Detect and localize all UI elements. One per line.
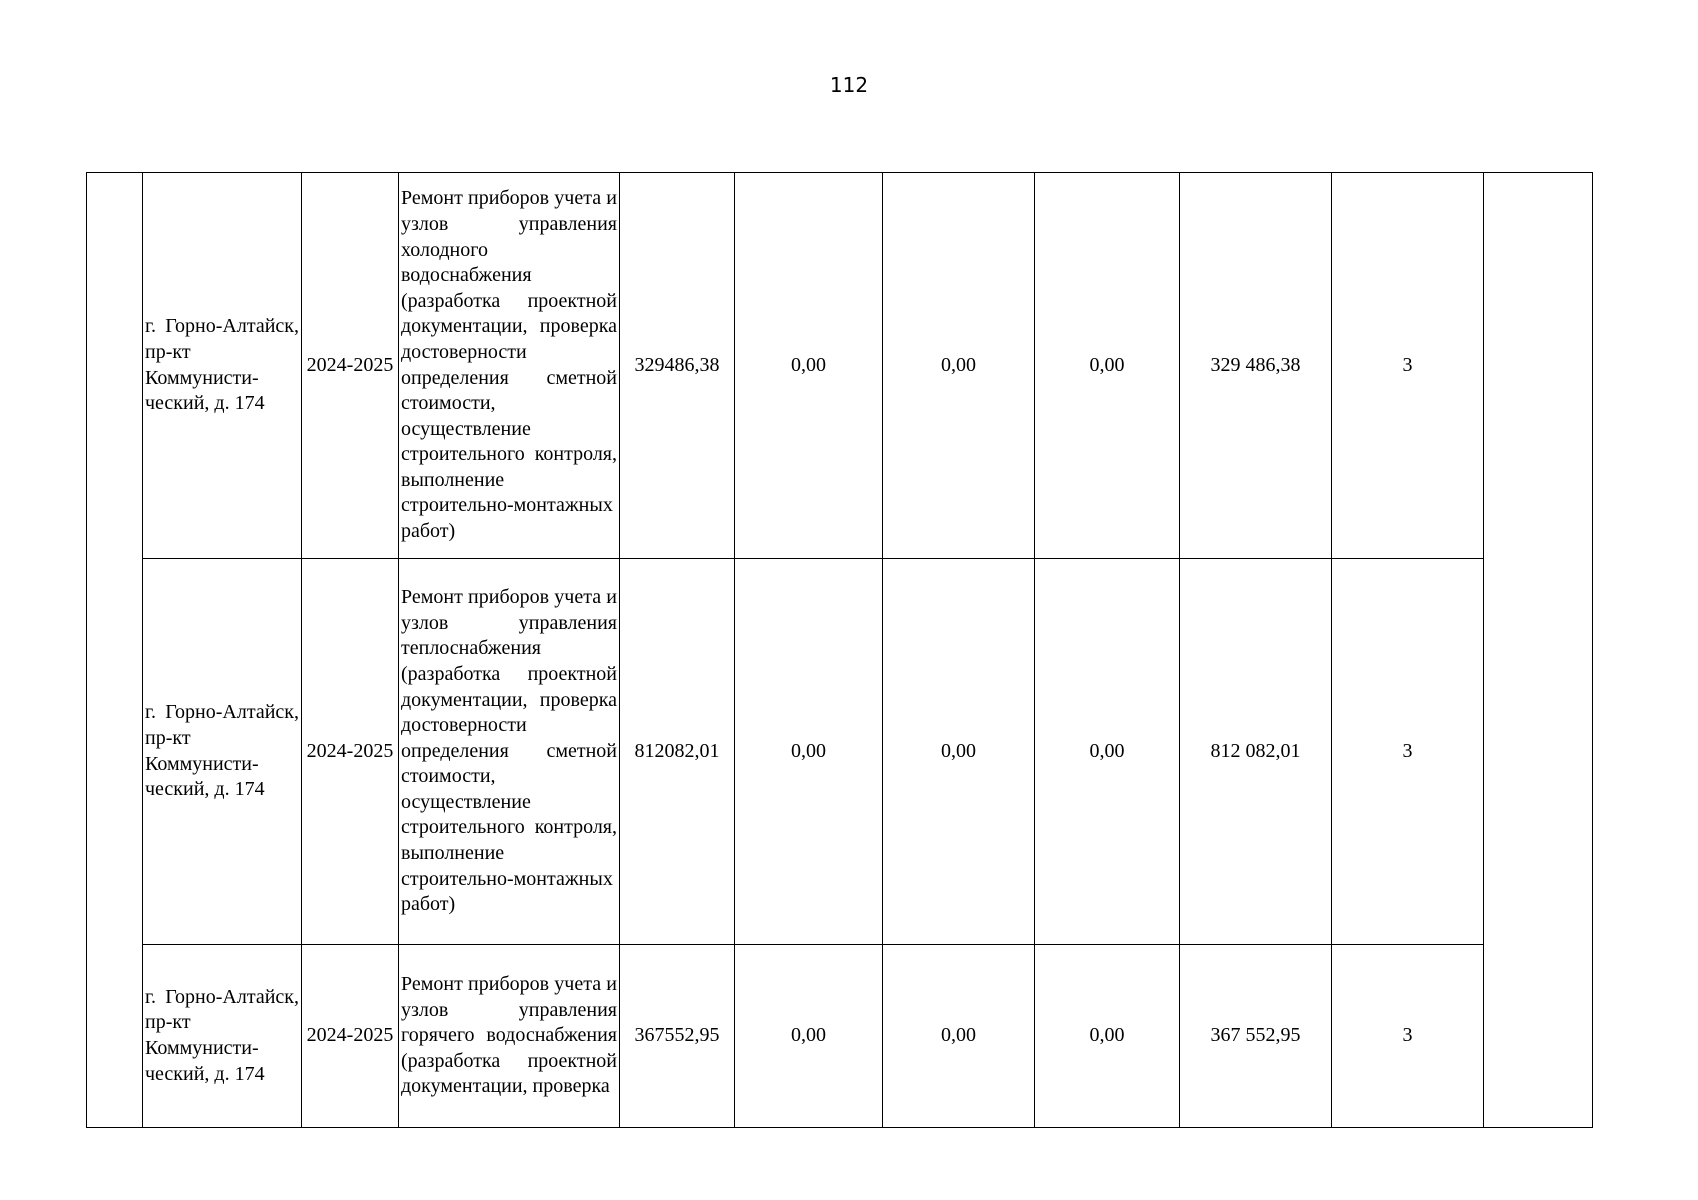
description-cell: Ремонт приборов учета и узлов управления горячего водоснабжения (разработка проектной документации, проверка (399, 945, 620, 1128)
total-cell: 367 552,95 (1180, 945, 1332, 1128)
amount-cell: 0,00 (883, 559, 1035, 945)
amount-cell: 0,00 (735, 559, 883, 945)
row-number-cell (87, 173, 143, 1128)
code-cell: 3 (1332, 559, 1484, 945)
table-row (87, 559, 1593, 945)
cost-cell: 812082,01 (620, 559, 735, 945)
amount-cell: 0,00 (883, 945, 1035, 1128)
repair-works-table (86, 172, 1593, 1128)
period-cell: 2024-2025 (302, 945, 399, 1128)
last-column-cell (1484, 173, 1593, 1128)
period-cell: 2024-2025 (302, 559, 399, 945)
amount-cell: 0,00 (735, 173, 883, 559)
description-cell: Ремонт приборов учета и узлов управления холодного водоснабжения (разработка проектной документации, проверка достоверности определения сметной стоимости, осуществление строительного контроля, выполнение строительно-монтажных работ) (399, 173, 620, 559)
total-cell: 812 082,01 (1180, 559, 1332, 945)
amount-cell: 0,00 (735, 945, 883, 1128)
address-cell: г. Горно-Алтайск, пр-кт Коммунисти-ческий, д. 174 (143, 945, 302, 1128)
table-row (87, 945, 1593, 1128)
code-cell: 3 (1332, 173, 1484, 559)
address-cell: г. Горно-Алтайск, пр-кт Коммунисти-ческий, д. 174 (143, 559, 302, 945)
description-cell: Ремонт приборов учета и узлов управления теплоснабжения (разработка проектной документации, проверка достоверности определения сметной стоимости, осуществление строительного контроля, выполнение строительно-монтажных работ) (399, 559, 620, 945)
page-number: 112 (829, 73, 869, 97)
table-row (87, 173, 1593, 559)
total-cell: 329 486,38 (1180, 173, 1332, 559)
cost-cell: 329486,38 (620, 173, 735, 559)
amount-cell: 0,00 (1035, 173, 1180, 559)
code-cell: 3 (1332, 945, 1484, 1128)
amount-cell: 0,00 (1035, 559, 1180, 945)
amount-cell: 0,00 (883, 173, 1035, 559)
cost-cell: 367552,95 (620, 945, 735, 1128)
amount-cell: 0,00 (1035, 945, 1180, 1128)
period-cell: 2024-2025 (302, 173, 399, 559)
address-cell: г. Горно-Алтайск, пр-кт Коммунисти-ческий, д. 174 (143, 173, 302, 559)
